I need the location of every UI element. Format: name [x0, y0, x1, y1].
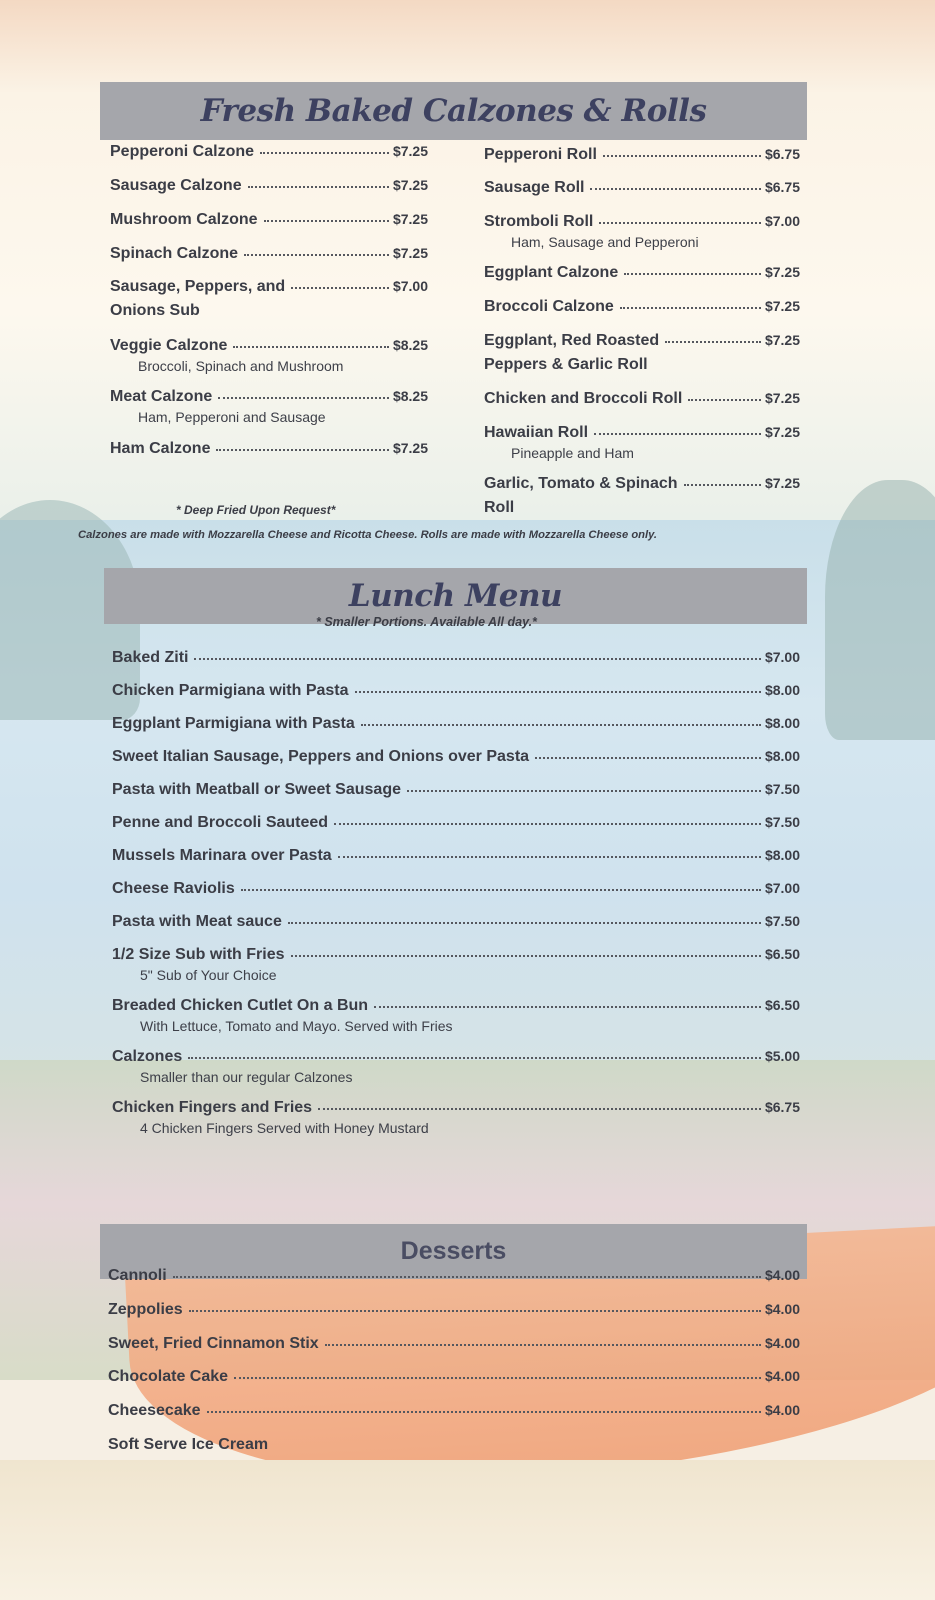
menu-item: Sausage Roll $6.75: [484, 179, 800, 196]
menu-item-name-line2: Onions Sub: [110, 302, 200, 319]
menu-item: Meat Calzone $8.25: [110, 388, 428, 405]
menu-item: 1/2 Size Sub with Fries $6.50: [112, 946, 800, 963]
menu-item: Chicken Fingers and Fries $6.75: [112, 1099, 800, 1116]
menu-item-desc: 4 Chicken Fingers Served with Honey Mustard: [140, 1120, 429, 1136]
menu-item: Eggplant Parmigiana with Pasta $8.00: [112, 715, 800, 732]
calzones-header: [100, 82, 807, 140]
menu-item: Breaded Chicken Cutlet On a Bun $6.50: [112, 997, 800, 1014]
menu-item-name-line2: Peppers & Garlic Roll: [484, 356, 648, 373]
deep-fried-note: * Deep Fried Upon Request*: [176, 503, 336, 517]
cheese-note: Calzones are made with Mozzarella Cheese and Ricotta Cheese. Rolls are made with Mozzarella Cheese only.: [78, 529, 658, 541]
menu-item: Veggie Calzone $8.25: [110, 337, 428, 354]
menu-item: Sweet, Fried Cinnamon Stix $4.00: [108, 1335, 800, 1352]
menu-item: Eggplant, Red Roasted $7.25: [484, 332, 800, 349]
menu-item: Cheesecake $4.00: [108, 1402, 800, 1419]
menu-item: Soft Serve Ice Cream: [108, 1436, 269, 1453]
menu-item: Baked Ziti $7.00: [112, 649, 800, 666]
menu-item: Mussels Marinara over Pasta $8.00: [112, 847, 800, 864]
menu-item-desc: Pineapple and Ham: [511, 445, 634, 461]
menu-item-name-line2: Roll: [484, 499, 515, 516]
menu-item: Sausage, Peppers, and $7.00: [110, 278, 428, 295]
menu-item: Cannoli $4.00: [108, 1267, 800, 1284]
menu-item: Broccoli Calzone $7.25: [484, 298, 800, 315]
menu-item-desc: Smaller than our regular Calzones: [140, 1069, 353, 1085]
menu-item: Spinach Calzone $7.25: [110, 245, 428, 262]
menu-item: Penne and Broccoli Sauteed $7.50: [112, 814, 800, 831]
menu-item: Chicken and Broccoli Roll $7.25: [484, 390, 800, 407]
menu-item: Ham Calzone $7.25: [110, 440, 428, 457]
menu-item: Eggplant Calzone $7.25: [484, 264, 800, 281]
menu-item-desc: Ham, Sausage and Pepperoni: [511, 234, 699, 250]
menu-item: Mushroom Calzone $7.25: [110, 211, 428, 228]
menu-item: Pasta with Meatball or Sweet Sausage $7.50: [112, 781, 800, 798]
calzones-title: Fresh Baked Calzones & Rolls: [200, 93, 707, 129]
desserts-title: Desserts: [400, 1237, 507, 1265]
menu-item: Cheese Raviolis $7.00: [112, 880, 800, 897]
menu-item: Sweet Italian Sausage, Peppers and Onions over Pasta $8.00: [112, 748, 800, 765]
menu-item-desc: With Lettuce, Tomato and Mayo. Served with Fries: [140, 1018, 453, 1034]
menu-item: Pepperoni Calzone $7.25: [110, 143, 428, 160]
menu-item: Pepperoni Roll $6.75: [484, 146, 800, 163]
menu-item: Pasta with Meat sauce $7.50: [112, 913, 800, 930]
menu-item-desc: Broccoli, Spinach and Mushroom: [138, 358, 344, 374]
menu-item: Chicken Parmigiana with Pasta $8.00: [112, 682, 800, 699]
menu-item: Stromboli Roll $7.00: [484, 213, 800, 230]
lunch-subtitle: * Smaller Portions. Available All day.*: [316, 615, 537, 629]
menu-item-desc: Ham, Pepperoni and Sausage: [138, 409, 326, 425]
menu-item: Hawaiian Roll $7.25: [484, 424, 800, 441]
menu-item: Sausage Calzone $7.25: [110, 177, 428, 194]
menu-item: Zeppolies $4.00: [108, 1301, 800, 1318]
lunch-title: Lunch Menu: [348, 578, 563, 614]
menu-item: Garlic, Tomato & Spinach $7.25: [484, 475, 800, 492]
menu-item: Calzones $5.00: [112, 1048, 800, 1065]
menu-item: Chocolate Cake $4.00: [108, 1368, 800, 1385]
menu-item-desc: 5" Sub of Your Choice: [140, 967, 277, 983]
